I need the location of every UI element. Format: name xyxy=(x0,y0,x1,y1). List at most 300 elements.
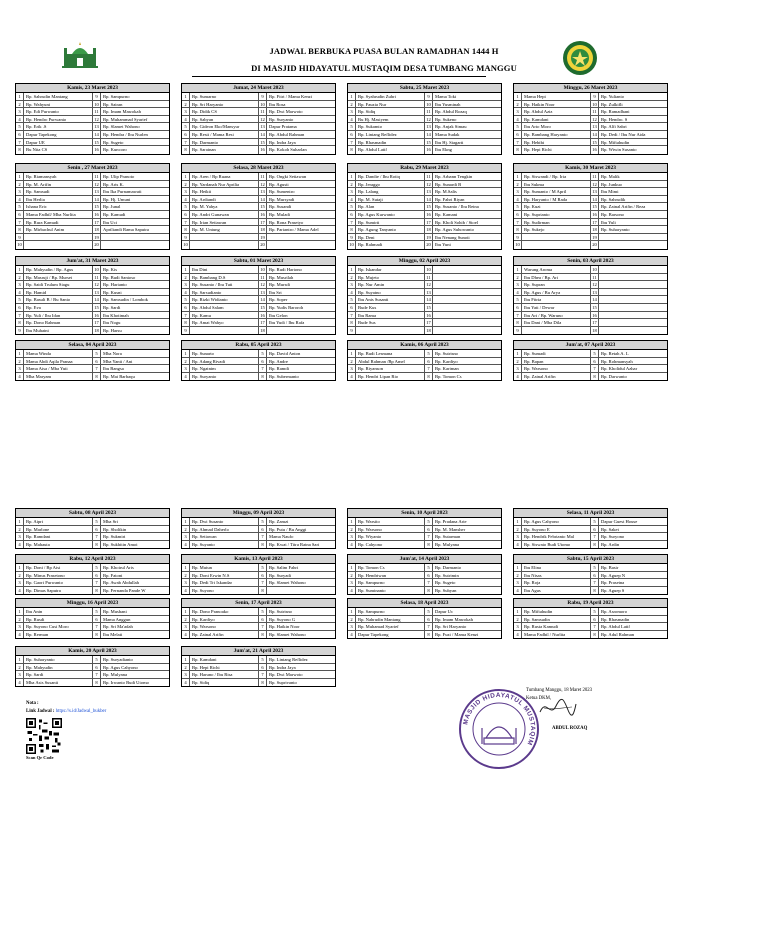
donor-name: Bp. Alan xyxy=(356,203,425,210)
donor-name: Ibu Nogu xyxy=(103,320,121,326)
donor-name: Bp. Aguep S xyxy=(601,587,625,593)
donor-name: Mama Naufo xyxy=(269,534,294,540)
row-number: 15 xyxy=(93,139,101,146)
donor-name: Bp. Rusta Kamudi xyxy=(522,623,591,630)
donor-name: Bp. Suryanto xyxy=(269,116,294,122)
schedule-day-title: Rabu, 12 April 2023 xyxy=(16,555,169,564)
row-number: 9 xyxy=(514,234,522,241)
row-number: 14 xyxy=(425,196,433,203)
donor-name: Bp. Rusdi xyxy=(24,616,93,623)
row-number: 5 xyxy=(16,203,24,210)
donor-name: Bp. Kamdani xyxy=(190,656,259,663)
row-number: 12 xyxy=(425,281,433,288)
row-number: 14 xyxy=(425,131,433,138)
donor-name: Bp. Ahmad Daherlo xyxy=(190,526,259,533)
row-number: 11 xyxy=(425,108,433,115)
row-number: 9 xyxy=(259,93,267,100)
row-number: 3 xyxy=(16,188,24,195)
donor-name: Ibu Nisas xyxy=(522,572,591,579)
donor-name: Bp. Mahauta xyxy=(24,541,93,549)
row-number: 7 xyxy=(425,533,433,540)
row-number: 8 xyxy=(514,146,522,154)
table-row xyxy=(16,671,169,679)
row-number: 9 xyxy=(425,93,433,100)
schedule-table xyxy=(347,340,502,381)
table-row xyxy=(16,579,169,587)
donor-name: Bp. Yudis Baroroh xyxy=(269,304,304,310)
table-row xyxy=(182,631,335,639)
table-row xyxy=(514,281,667,289)
schedule-day-title: Senin, 03 April 2023 xyxy=(514,257,667,266)
row-number: 8 xyxy=(514,319,522,326)
table-row xyxy=(182,319,335,327)
donor-name: Dapur UE xyxy=(24,139,93,146)
row-number: 4 xyxy=(514,289,522,296)
donor-name: Bp. Hebibi xyxy=(522,139,591,146)
donor-name: Bp. Sabyan xyxy=(190,116,259,123)
table-row xyxy=(514,93,667,101)
row-number: 2 xyxy=(348,526,356,533)
donor-name: Bp. Ramadhani xyxy=(601,109,630,115)
row-number: 8 xyxy=(591,631,599,639)
donor-name: Mba Sri xyxy=(103,519,118,524)
table-row xyxy=(348,533,501,541)
row-number: 5 xyxy=(425,350,433,357)
table-row xyxy=(16,196,169,204)
row-number: 3 xyxy=(182,108,190,115)
row-number: 7 xyxy=(591,623,599,630)
donor-name: Bp. Pariantro / Mama Adel xyxy=(269,227,319,233)
donor-name: Dapur Tapekong xyxy=(356,631,425,639)
table-row xyxy=(348,350,501,358)
row-number: 18 xyxy=(591,327,599,335)
donor-name: Bp. Miftahudin xyxy=(601,139,630,145)
table-row xyxy=(514,181,667,189)
donor-name: Bp. Doni Erwin N.S xyxy=(190,572,259,579)
table-row xyxy=(182,234,335,242)
row-number: 18 xyxy=(93,327,101,335)
row-number: 1 xyxy=(514,173,522,180)
donor-name: Bp. Mulyana xyxy=(435,541,459,547)
donor-name: Bp. Kuncoro xyxy=(103,147,127,153)
donor-name: Bp. Erik .S xyxy=(24,123,93,130)
row-number: 12 xyxy=(259,181,267,188)
table-row xyxy=(16,608,169,616)
donor-name: Bp. Mai Barbaqu xyxy=(103,373,135,379)
table-row xyxy=(16,108,169,116)
row-number: 16 xyxy=(259,146,267,154)
row-number: 13 xyxy=(591,188,599,195)
schedule-day-title: Sabtu, 15 April 2023 xyxy=(514,555,667,564)
row-number: 7 xyxy=(348,139,356,146)
row-number: 1 xyxy=(16,266,24,273)
row-number: 1 xyxy=(182,173,190,180)
row-number: 5 xyxy=(425,564,433,571)
table-row xyxy=(16,226,169,234)
row-number: 2 xyxy=(348,274,356,281)
donor-name: Bp. Samsudin xyxy=(522,616,591,623)
donor-name: Bp. Amat Wahyo xyxy=(190,319,259,326)
row-number: 2 xyxy=(182,664,190,671)
donor-name: Bp. Mutun xyxy=(190,564,259,571)
table-row xyxy=(348,289,501,297)
donor-name: Bp. Sumanto / M April xyxy=(522,188,591,195)
donor-name: Bp. Mursdi xyxy=(269,282,290,288)
row-number: 2 xyxy=(514,526,522,533)
row-number: 12 xyxy=(591,181,599,188)
row-number: 15 xyxy=(93,304,101,311)
table-row xyxy=(16,211,169,219)
donor-name: Bp. Miftahudin xyxy=(522,608,591,615)
row-number: 5 xyxy=(93,656,101,663)
schedule-day-title: Minggu, 09 April 2023 xyxy=(182,509,335,518)
table-row xyxy=(16,312,169,320)
row-number: 3 xyxy=(348,108,356,115)
schedule-day-title: Senin, 17 April 2023 xyxy=(182,599,335,608)
donor-name: Bp. Deni xyxy=(356,234,425,241)
row-number: 4 xyxy=(514,196,522,203)
table-row xyxy=(514,146,667,154)
donor-name: Ibu Yuni xyxy=(435,242,451,248)
table-row xyxy=(514,312,667,320)
row-number: 11 xyxy=(591,274,599,281)
row-number: 7 xyxy=(514,139,522,146)
donor-name xyxy=(101,234,169,241)
donor-name: Bp. Fatoni xyxy=(103,572,123,578)
table-row xyxy=(514,173,667,181)
title-divider xyxy=(192,76,486,77)
table-row xyxy=(16,541,169,549)
donor-name xyxy=(101,241,169,249)
table-row xyxy=(16,304,169,312)
donor-name: Bp. Hendriwan xyxy=(356,572,425,579)
table-row xyxy=(182,241,335,249)
table-row xyxy=(182,327,335,335)
row-number: 6 xyxy=(16,131,24,138)
table-row xyxy=(514,623,667,631)
row-number: 6 xyxy=(182,131,190,138)
row-number: 13 xyxy=(259,289,267,296)
donor-name: Bp. Susanto / Ibu Reina xyxy=(435,204,479,210)
row-number: 1 xyxy=(348,173,356,180)
row-number: 3 xyxy=(348,188,356,195)
table-row xyxy=(182,116,335,124)
donor-name: Mama Sudak xyxy=(435,131,460,137)
row-number: 10 xyxy=(514,241,522,249)
row-number: 5 xyxy=(425,608,433,615)
schedule-table xyxy=(15,554,170,595)
donor-name xyxy=(433,304,501,311)
schedule-table xyxy=(181,83,336,155)
table-row xyxy=(182,281,335,289)
donor-name: Bp. Dono Pranoako xyxy=(190,608,259,615)
schedule-table xyxy=(347,83,502,155)
donor-name: Bp. Dandie / Ibu Rotiq xyxy=(356,173,425,180)
table-row xyxy=(348,587,501,595)
table-row xyxy=(16,296,169,304)
qr-code-label: Scan Qr Code xyxy=(26,755,54,760)
donor-name: Bp. Saket xyxy=(601,526,619,532)
donor-name: Bp. Saidi Trulum Siagu xyxy=(24,281,93,288)
donor-name: Bp. Haryanto / M Rada xyxy=(522,196,591,203)
row-number: 2 xyxy=(514,572,522,579)
table-row xyxy=(348,234,501,242)
row-number: 1 xyxy=(16,564,24,571)
donor-name: Bp. Warsono xyxy=(356,526,425,533)
row-number: 8 xyxy=(591,587,599,595)
donor-name: Bp. Kariman xyxy=(435,366,459,372)
donor-name: Bp. Warsono xyxy=(522,365,591,372)
row-number: 6 xyxy=(514,211,522,218)
row-number: 4 xyxy=(182,679,190,687)
donor-name: Bp. M. Mansher xyxy=(435,526,466,532)
donor-name: Bp. Kuzi xyxy=(522,203,591,210)
table-row xyxy=(182,579,335,587)
schedule-day-title: Kamis, 30 Maret 2023 xyxy=(514,164,667,173)
donor-name: Bp. Hendrik Febrianto Mal xyxy=(522,533,591,540)
donor-name: Bp. Tomon Cs xyxy=(356,564,425,571)
donor-name: Bp. Rizki Widianto xyxy=(190,296,259,303)
donor-name: Bp. Kardiyo xyxy=(435,358,458,364)
donor-name: Bp. Ardin xyxy=(601,541,620,547)
table-row xyxy=(514,274,667,282)
table-row xyxy=(348,616,501,624)
row-number: 8 xyxy=(425,541,433,549)
donor-name: Dapur Guest House xyxy=(601,519,638,524)
row-number: 1 xyxy=(16,656,24,663)
row-number: 2 xyxy=(16,181,24,188)
schedule-day-title: Rabu, 29 Maret 2023 xyxy=(348,164,501,173)
table-row xyxy=(182,533,335,541)
row-number: 17 xyxy=(93,319,101,326)
schedule-table xyxy=(347,554,502,595)
donor-name: Bp. Sardi xyxy=(103,304,121,310)
row-number: 7 xyxy=(93,579,101,586)
row-number: 7 xyxy=(16,139,24,146)
donor-name: Bp. Sukhitin Amoi xyxy=(103,541,138,547)
donor-name: Bp. Junal xyxy=(103,204,121,210)
row-number: 2 xyxy=(514,358,522,365)
table-row xyxy=(348,274,501,282)
row-number: 8 xyxy=(591,541,599,549)
table-row xyxy=(348,188,501,196)
row-number: 15 xyxy=(259,304,267,311)
table-row xyxy=(182,679,335,687)
row-number: 7 xyxy=(514,312,522,319)
row-number: 7 xyxy=(425,579,433,586)
donor-name: Bp. Agus Kurwanto xyxy=(356,211,425,218)
schedule-day-title: Jumat, 24 Maret 2023 xyxy=(182,84,335,93)
donor-name: Bp. Sri Ma'adah xyxy=(103,624,133,630)
donor-name: Bp. Hj. Umuni xyxy=(103,196,131,202)
row-number: 9 xyxy=(182,327,190,335)
donor-name: Bp. Yulianto xyxy=(601,94,625,99)
row-number: 16 xyxy=(591,312,599,319)
schedule-table xyxy=(15,256,170,335)
donor-name: Bp. Gaori Purwanto xyxy=(24,579,93,586)
table-row xyxy=(514,211,667,219)
table-row xyxy=(514,289,667,297)
document-header xyxy=(0,40,768,80)
row-number: 17 xyxy=(425,319,433,326)
schedule-table xyxy=(181,598,336,639)
donor-name: Bp. Sumarno xyxy=(190,93,259,100)
donor-name xyxy=(190,241,259,249)
donor-name: Bp. Hendro Purwanto xyxy=(24,116,93,123)
table-row xyxy=(348,123,501,131)
table-row xyxy=(514,101,667,109)
table-row xyxy=(16,350,169,358)
donor-name: Bp. Rudi Hartono xyxy=(269,267,302,272)
donor-name: Bp. Sampurno xyxy=(103,94,130,99)
row-number: 7 xyxy=(93,365,101,372)
donor-name: Bp. Bambang Haryanto xyxy=(522,131,591,138)
row-number: 16 xyxy=(93,146,101,154)
donor-name: Bp. Kokoh Suharlan xyxy=(269,147,307,153)
row-number: 12 xyxy=(93,116,101,123)
row-number: 2 xyxy=(16,101,24,108)
table-row xyxy=(348,358,501,366)
row-number: 2 xyxy=(182,101,190,108)
row-number: 5 xyxy=(348,123,356,130)
donor-name: Ibu Hj. Siagarti xyxy=(435,139,464,145)
row-number: 4 xyxy=(182,541,190,549)
table-row xyxy=(16,679,169,687)
table-row xyxy=(182,93,335,101)
schedule-day-title: Senin, 10 April 2023 xyxy=(348,509,501,518)
row-number: 17 xyxy=(93,219,101,226)
row-number: 10 xyxy=(425,266,433,273)
row-number: 5 xyxy=(514,296,522,303)
donor-name: Bp. Marlone xyxy=(24,526,93,533)
donor-name: Bp. Anjak Simau xyxy=(435,124,467,130)
donor-name: Bp. Suprianto xyxy=(522,211,591,218)
donor-name: Bp. Gideon Eko/Mansyur xyxy=(190,123,259,130)
table-row xyxy=(514,579,667,587)
table-row xyxy=(348,241,501,249)
donor-name: Bp. Yuli / Ibu Idan xyxy=(24,312,93,319)
donor-name xyxy=(433,296,501,303)
donor-name: Bp. Sugeto xyxy=(103,139,124,145)
row-number: 8 xyxy=(259,373,267,381)
table-row xyxy=(348,101,501,109)
donor-name: Bp. Sahrudik xyxy=(601,196,626,202)
donor-name: Bp. M. Arifin xyxy=(24,181,93,188)
donor-name: Bp. Mujeto xyxy=(356,274,425,281)
donor-name: Ibu Ari / Bp. Waruno xyxy=(522,312,591,319)
donor-name: Bp. Sunardi B xyxy=(435,181,462,187)
table-row xyxy=(16,373,169,381)
schedule-link[interactable]: https://s.id/Jadwal_bukber xyxy=(55,709,107,714)
table-row xyxy=(182,211,335,219)
row-number: 10 xyxy=(93,266,101,273)
donor-name: Bp. Ardiandi xyxy=(190,196,259,203)
donor-name: Bp. Lalang xyxy=(356,188,425,195)
table-row xyxy=(514,631,667,639)
table-row xyxy=(514,518,667,526)
donor-name: Bp. Soper xyxy=(269,297,288,303)
row-number: 8 xyxy=(93,679,101,687)
donor-name: Bp. Adang Rivadi xyxy=(190,358,259,365)
row-number: 8 xyxy=(16,319,24,326)
row-number: 9 xyxy=(16,327,24,335)
row-number: 7 xyxy=(591,579,599,586)
row-number: 18 xyxy=(259,226,267,233)
donor-name: Bp. Slamet Wahono xyxy=(269,580,306,586)
donor-name: Bp. Alfi Sabri xyxy=(601,124,627,130)
schedule-table xyxy=(347,256,502,335)
signer-role: Ketua DKM, xyxy=(526,695,552,701)
donor-name: Bp. Prasetna xyxy=(601,580,625,586)
donor-name xyxy=(599,274,667,281)
donor-name: Bp. Suyono E xyxy=(522,526,591,533)
row-number: 12 xyxy=(591,281,599,288)
row-number: 5 xyxy=(514,203,522,210)
donor-name: Bp. Sukamto xyxy=(356,123,425,130)
donor-name xyxy=(599,266,667,273)
row-number: 8 xyxy=(348,319,356,326)
donor-name: Bp. Rura Kamudi xyxy=(24,219,93,226)
schedule-day-title: Sabtu, 25 Maret 2023 xyxy=(348,84,501,93)
donor-name: Bp. Sairan xyxy=(103,101,123,107)
table-row xyxy=(514,219,667,227)
table-row xyxy=(16,101,169,109)
row-number: 6 xyxy=(591,616,599,623)
table-row xyxy=(514,616,667,624)
row-number: 15 xyxy=(425,139,433,146)
row-number: 6 xyxy=(259,572,267,579)
donor-name: Bp. Andri Gunawan xyxy=(190,211,259,218)
row-number: 5 xyxy=(182,123,190,130)
donor-name: Bp. Adul Rahman xyxy=(601,631,635,637)
row-number: 16 xyxy=(259,211,267,218)
donor-name: Bp. Sugeto xyxy=(435,580,456,586)
table-row xyxy=(514,123,667,131)
row-number: 13 xyxy=(591,289,599,296)
table-row xyxy=(182,373,335,381)
donor-name: Bp. Abdul Rozaq xyxy=(435,109,467,115)
schedule-table xyxy=(181,508,336,549)
donor-name: Ibu Dani / Mba Dila xyxy=(522,319,591,326)
table-row xyxy=(514,304,667,312)
donor-name: Bp. Slamet Wahono xyxy=(103,124,140,130)
row-number: 14 xyxy=(591,131,599,138)
donor-name: Bp. Suryono xyxy=(601,534,625,540)
donor-name: Bp. Khoirul Aris xyxy=(103,565,134,570)
donor-name: Bp. Hendra / Ibu Nurlen xyxy=(103,131,148,137)
row-number: 5 xyxy=(425,518,433,525)
schedule-table xyxy=(347,163,502,250)
donor-name: Ibu Rama xyxy=(356,312,425,319)
row-number: 2 xyxy=(348,181,356,188)
row-number: 4 xyxy=(514,587,522,595)
row-number: 3 xyxy=(16,671,24,678)
donor-name: Bp. Agus Cahyono xyxy=(103,664,138,670)
donor-name: Bp. Suryadianto xyxy=(103,657,133,662)
donor-name: Bp. Kis xyxy=(103,267,118,272)
table-row xyxy=(16,241,169,249)
table-row xyxy=(16,123,169,131)
row-number: 5 xyxy=(591,350,599,357)
link-label: Link Jadwal : xyxy=(26,709,55,714)
table-row xyxy=(348,281,501,289)
table-row xyxy=(182,312,335,320)
row-number: 8 xyxy=(16,146,24,154)
donor-name: Bp. Suryadi xyxy=(269,572,291,578)
row-number: 5 xyxy=(259,518,267,525)
stamp-text: MASJID HIDAYATUL MUSTAQIM xyxy=(462,691,537,747)
donor-name: Bp. Retah A. L xyxy=(601,351,629,356)
